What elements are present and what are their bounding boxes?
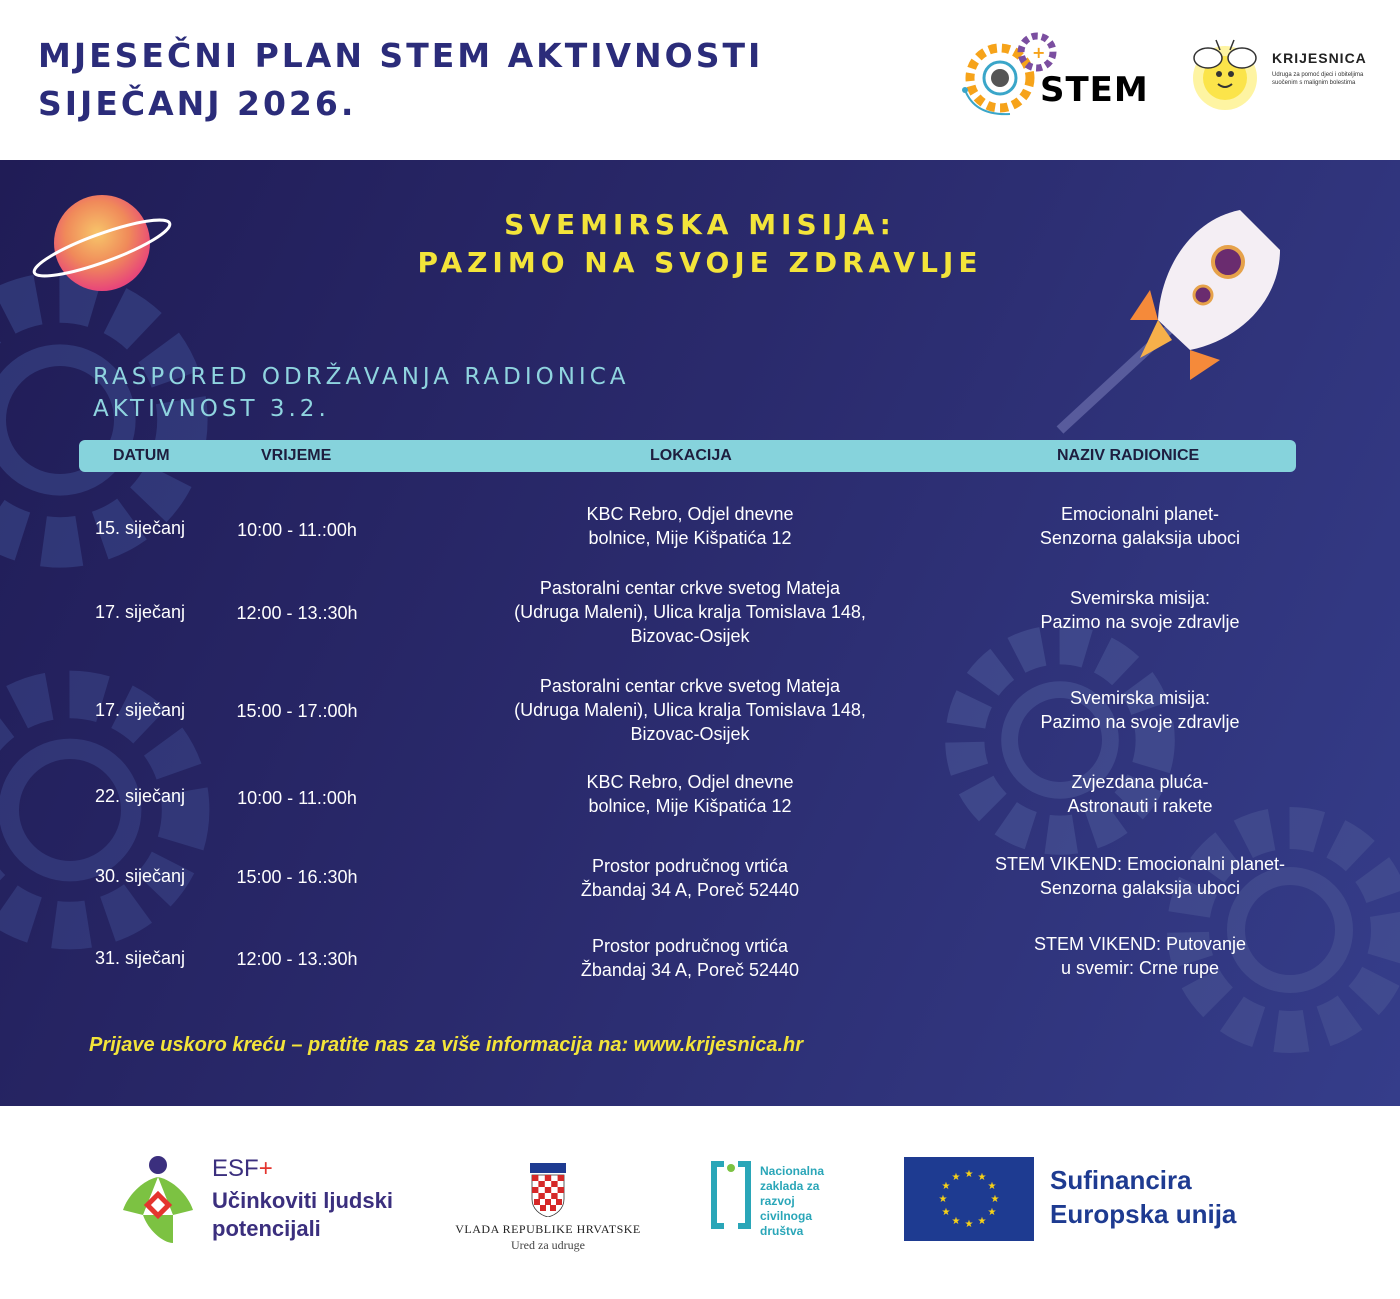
- activity-heading: AKTIVNOST 3.2.: [93, 396, 330, 422]
- row-location: KBC Rebro, Odjel dnevne bolnice, Mije Kišpatića 12: [586, 504, 794, 548]
- row-time: 10:00 - 11.:00h: [237, 788, 357, 808]
- header-location: LOKACIJA: [650, 447, 732, 464]
- planet-icon: [30, 188, 175, 298]
- row-time: 15:00 - 17.:00h: [236, 701, 358, 721]
- krijesnica-subtitle: Udruga za pomoć djeci i obiteljima suočenim s malignim bolestima: [1272, 72, 1364, 86]
- schedule-heading: RASPORED ODRŽAVANJA RADIONICA: [93, 364, 630, 390]
- svg-text:★: ★: [951, 1216, 961, 1227]
- esf-logo-title: ESF+: [212, 1155, 273, 1182]
- stem-logo-text: STEM: [1040, 70, 1149, 110]
- eu-flag-icon: [904, 1157, 1034, 1241]
- row-location: KBC Rebro, Odjel dnevne bolnice, Mije Kišpatića 12: [586, 772, 794, 816]
- gear-icon: [1140, 780, 1400, 1080]
- esf-logo-line1: Učinkoviti ljudski: [212, 1188, 393, 1213]
- svg-text:★: ★: [941, 1181, 951, 1192]
- svg-text:★: ★: [941, 1207, 951, 1218]
- row-date: 22. siječanj: [94, 786, 186, 806]
- header-name: NAZIV RADIONICE: [1057, 447, 1200, 464]
- row-workshop-name: Svemirska misija: Pazimo na svoje zdravlje: [1040, 588, 1240, 632]
- row-date: 15. siječanj: [94, 518, 186, 538]
- nzrcd-bracket-icon: [710, 1160, 752, 1230]
- header: [0, 0, 1400, 160]
- row-time: 12:00 - 13.:30h: [236, 949, 358, 969]
- svg-text:★: ★: [938, 1194, 948, 1205]
- mission-subtitle: PAZIMO NA SVOJE ZDRAVLJE: [417, 246, 983, 279]
- eu-cofunded-line1: Sufinancira: [1050, 1165, 1192, 1195]
- header-time: VRIJEME: [261, 447, 332, 464]
- svg-text:★: ★: [951, 1172, 961, 1183]
- krijesnica-name: KRIJESNICA: [1272, 50, 1367, 66]
- mission-title: SVEMIRSKA MISIJA:: [504, 208, 896, 241]
- gear-icon: [0, 640, 240, 980]
- nzrcd-logo-text: Nacionalna zaklada za razvoj civilnoga društva: [760, 1164, 825, 1238]
- row-time: 10:00 - 11.:00h: [237, 520, 357, 540]
- page-title: MJESEČNI PLAN STEM AKTIVNOSTI: [38, 36, 764, 75]
- row-location: Pastoralni centar crkve svetog Mateja (Udruga Maleni), Ulica kralja Tomislava 148, Bizovac-Osijek: [514, 676, 866, 744]
- svg-text:★: ★: [977, 1216, 987, 1227]
- esf-logo-icon: [118, 1155, 198, 1245]
- svg-text:★: ★: [964, 1169, 974, 1180]
- row-date: 30. siječanj: [94, 866, 186, 886]
- svg-text:★: ★: [964, 1219, 974, 1230]
- row-time: 15:00 - 16.:30h: [236, 867, 358, 887]
- row-workshop-name: Zvjezdana pluća- Astronauti i rakete: [1067, 772, 1213, 816]
- eu-cofunded-line2: Europska unija: [1050, 1199, 1237, 1229]
- row-date: 17. siječanj: [94, 700, 186, 720]
- table-header: [79, 440, 1296, 472]
- svg-text:+: +: [1032, 43, 1046, 62]
- schedule-banner: [0, 160, 1400, 1106]
- svg-text:★: ★: [987, 1181, 997, 1192]
- svg-text:★: ★: [977, 1172, 987, 1183]
- signup-note[interactable]: Prijave uskoro kreću – pratite nas za više informacija na: www.krijesnica.hr: [89, 1034, 804, 1056]
- svg-text:★: ★: [987, 1207, 997, 1218]
- row-date: 31. siječanj: [94, 948, 186, 968]
- croatian-coat-of-arms-icon: [528, 1163, 568, 1217]
- row-workshop-name: Svemirska misija: Pazimo na svoje zdravlje: [1040, 688, 1240, 732]
- svg-text:★: ★: [990, 1194, 1000, 1205]
- row-location: Prostor područnog vrtića Žbandaj 34 A, Poreč 52440: [580, 936, 800, 980]
- page-subtitle: SIJEČANJ 2026.: [38, 84, 357, 123]
- croatian-office-name: Ured za udruge: [511, 1238, 585, 1252]
- row-workshop-name: STEM VIKEND: Putovanje u svemir: Crne rupe: [1033, 934, 1247, 978]
- croatian-government-name: VLADA REPUBLIKE HRVATSKE: [455, 1222, 641, 1236]
- firefly-logo-icon: [1180, 32, 1270, 112]
- row-location: Prostor područnog vrtića Žbandaj 34 A, Poreč 52440: [580, 856, 800, 900]
- row-workshop-name: STEM VIKEND: Emocionalni planet- Senzorna galaksija uboci: [994, 854, 1286, 898]
- header-date: DATUM: [113, 447, 170, 464]
- row-workshop-name: Emocionalni planet- Senzorna galaksija uboci: [1039, 504, 1241, 548]
- row-location: Pastoralni centar crkve svetog Mateja (Udruga Maleni), Ulica kralja Tomislava 148, Bizovac-Osijek: [514, 578, 866, 646]
- esf-logo-line2: potencijali: [212, 1216, 321, 1241]
- row-date: 17. siječanj: [94, 602, 186, 622]
- row-time: 12:00 - 13.:30h: [236, 603, 358, 623]
